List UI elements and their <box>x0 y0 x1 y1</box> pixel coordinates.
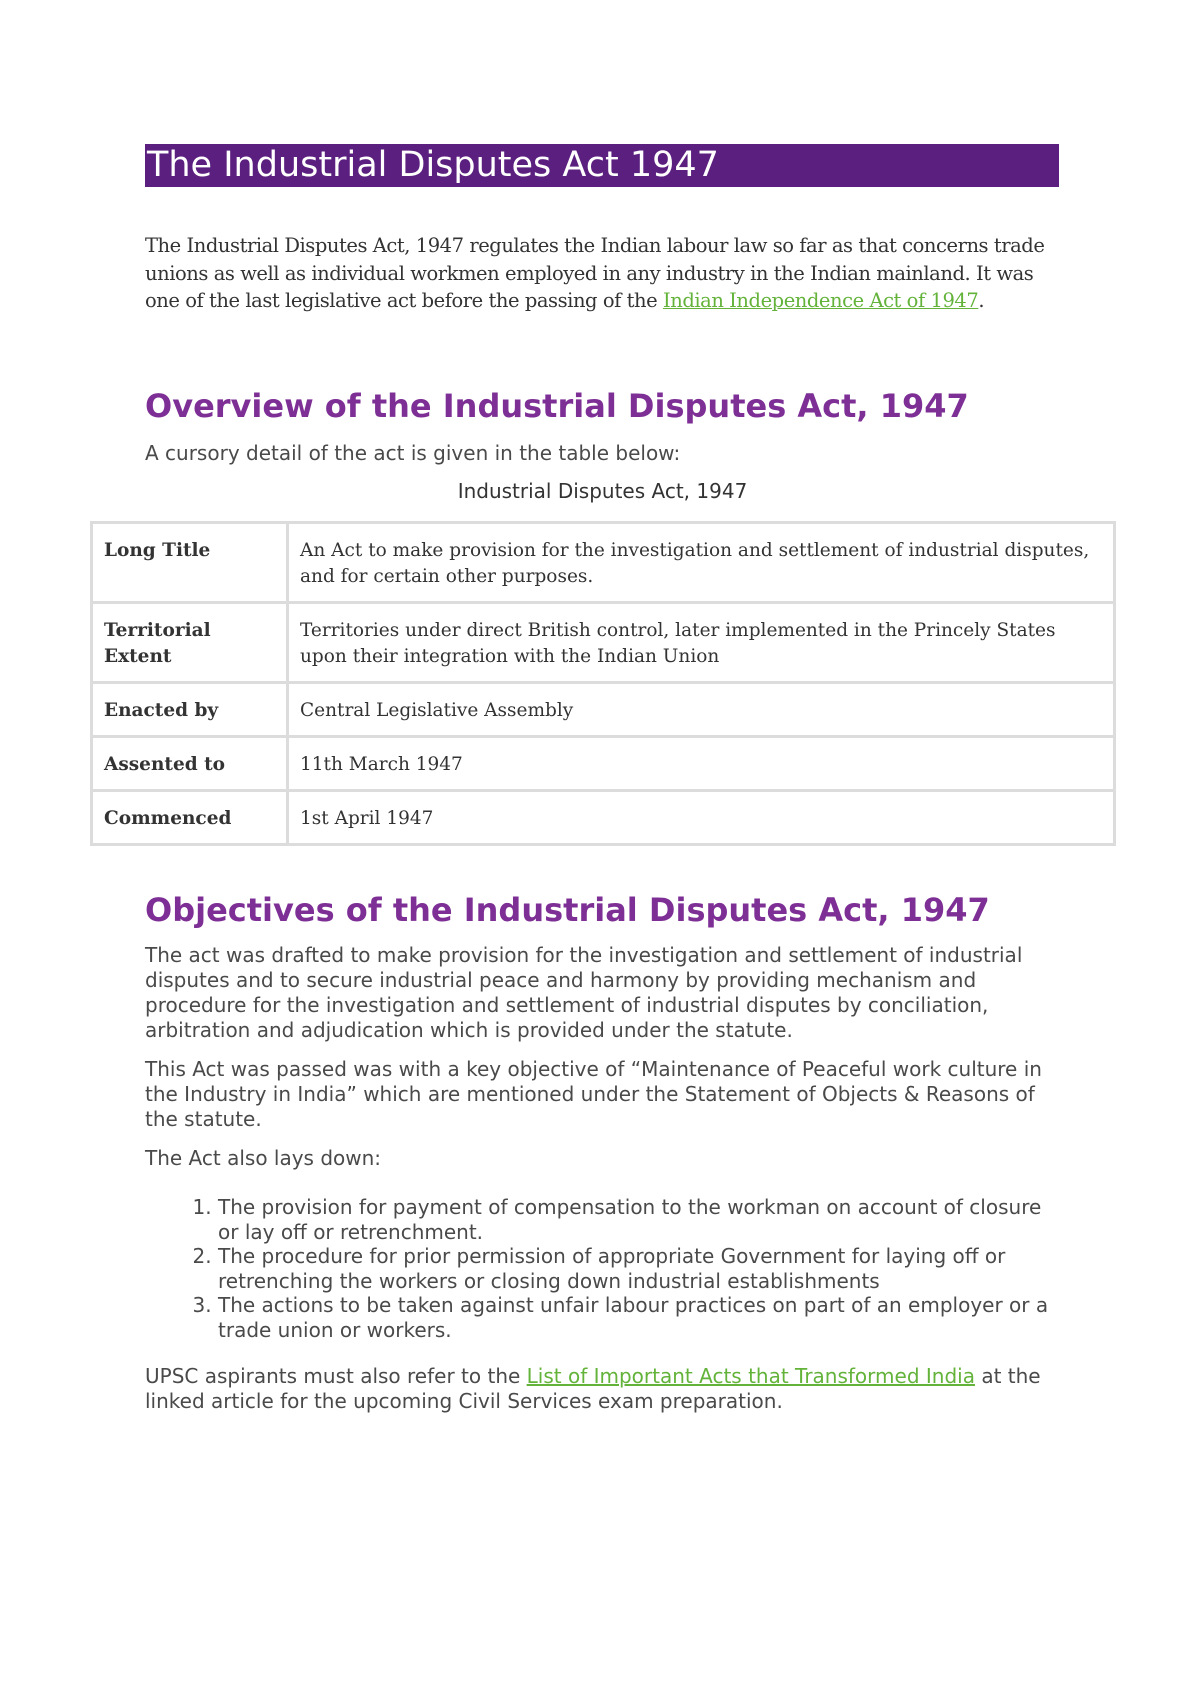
footer-text-end: at the linked article for the upcoming Civil Services exam preparation. <box>145 1364 1041 1413</box>
objectives-heading: Objectives of the Industrial Disputes Act, 1947 <box>145 891 990 929</box>
indian-independence-act-link[interactable]: Indian Independence Act of 1947 <box>662 289 979 312</box>
table-row <box>92 791 1115 845</box>
list-item: 1. The provision for payment of compensation to the workman on account of closure or lay off or retrenchment. <box>218 1195 1065 1244</box>
act-details-table <box>90 521 1116 846</box>
objectives-paragraph-1: The act was drafted to make provision for the investigation and settlement of industrial disputes and to secure industrial peace and harmony by providing mechanism and procedure for the investigation and settlement of industrial disputes by conciliation, arbitration and adjudication which is provided under the statute. <box>145 943 1023 1042</box>
objectives-paragraph-2: This Act was passed was with a key objective of “Maintenance of Peaceful work culture in the Industry in India” which are mentioned under the Statement of Objects & Reasons of the statute. <box>145 1057 1042 1131</box>
row-key-long-title: Long Title <box>92 523 288 603</box>
objectives-list <box>145 1195 1065 1342</box>
table-caption: Industrial Disputes Act, 1947 <box>457 479 748 503</box>
row-value-long-title: An Act to make provision for the investigation and settlement of industrial disputes, and for certain other purposes. <box>288 523 1115 603</box>
important-acts-link[interactable]: List of Important Acts that Transformed India <box>526 1364 975 1388</box>
list-item: 3. The actions to be taken against unfair labour practices on part of an employer or a trade union or workers. <box>218 1293 1065 1342</box>
row-value-assented-to: 11th March 1947 <box>288 737 1115 791</box>
row-key-assented-to: Assented to <box>92 737 288 791</box>
row-key-commenced: Commenced <box>92 791 288 845</box>
table-row <box>92 603 1115 683</box>
intro-text: The Industrial Disputes Act, 1947 regulates the Indian labour law so far as that concerns trade unions as well as individual workmen employed in any industry in the Indian mainland. It was one of the last legislative act before the passing of the <box>145 234 1045 312</box>
table-row <box>92 523 1115 603</box>
intro-paragraph <box>145 232 1065 315</box>
table-row <box>92 683 1115 737</box>
document-title: The Industrial Disputes Act 1947 <box>145 144 1059 187</box>
objectives-paragraph-3: The Act also lays down: <box>145 1146 382 1170</box>
overview-heading: Overview of the Industrial Disputes Act, 1947 <box>145 387 969 425</box>
row-value-enacted-by: Central Legislative Assembly <box>288 683 1115 737</box>
row-key-enacted-by: Enacted by <box>92 683 288 737</box>
intro-text-end: . <box>978 289 985 312</box>
row-value-territorial-extent: Territories under direct British control, later implemented in the Princely States upon their integration with the Indian Union <box>288 603 1115 683</box>
table-row <box>92 737 1115 791</box>
list-item: 2. The procedure for prior permission of appropriate Government for laying off or retrenching the workers or closing down industrial establishments <box>218 1244 1065 1293</box>
row-key-territorial-extent: Territorial Extent <box>92 603 288 683</box>
overview-lead: A cursory detail of the act is given in the table below: <box>145 441 681 465</box>
footer-paragraph <box>145 1364 1065 1414</box>
row-value-commenced: 1st April 1947 <box>288 791 1115 845</box>
objectives-section <box>145 943 1065 1428</box>
footer-text: UPSC aspirants must also refer to the <box>145 1364 527 1388</box>
